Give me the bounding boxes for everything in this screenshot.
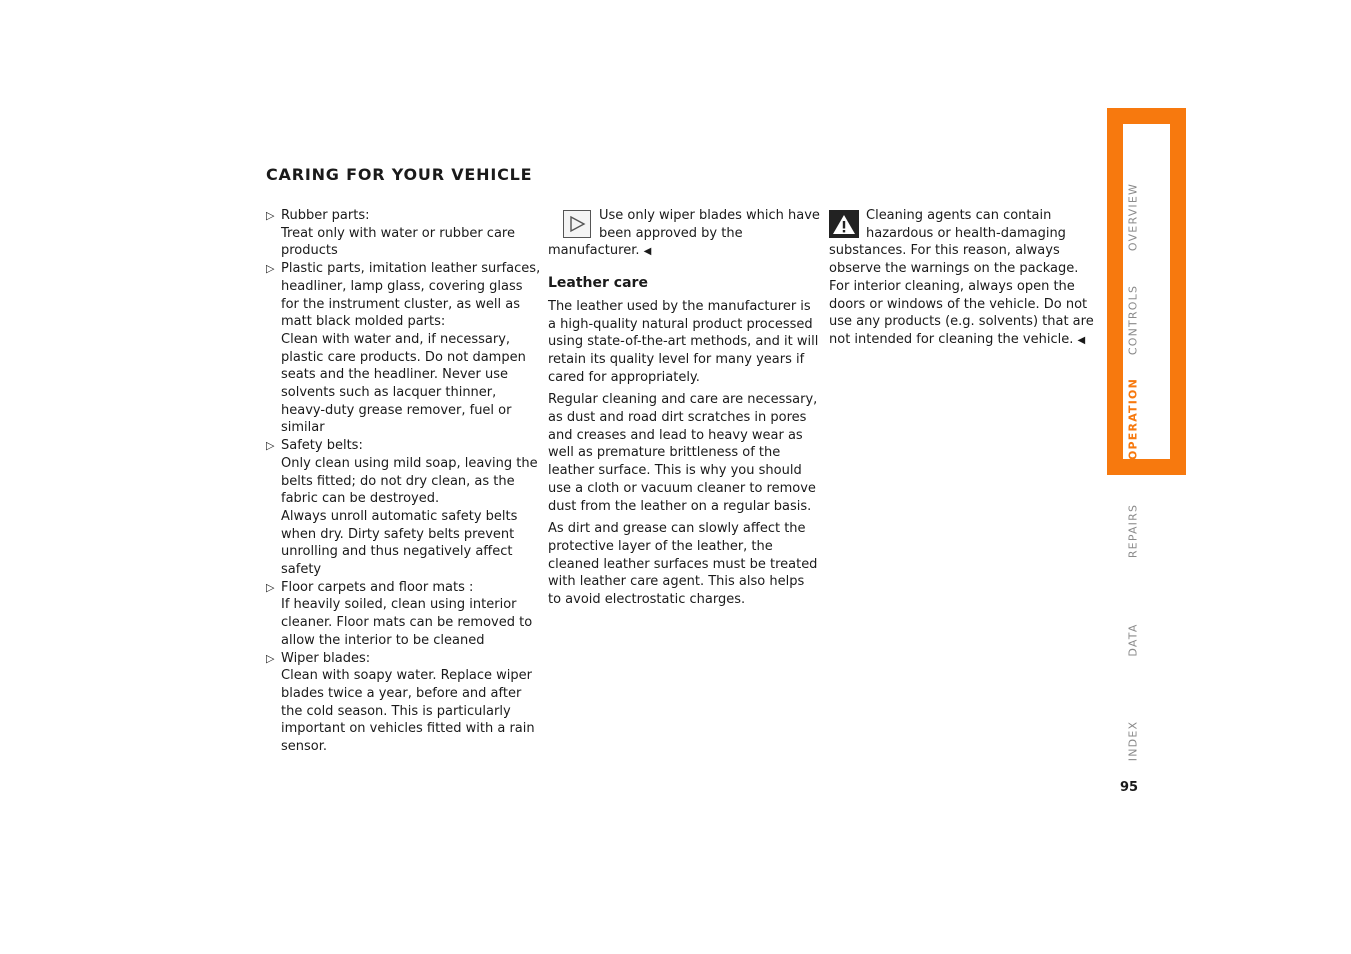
- warning-triangle-icon: [829, 210, 859, 238]
- triangle-bullet-icon: ▷: [266, 262, 275, 276]
- paragraph: The leather used by the manufacturer is a high-quality natural product processed using state-of-the-art methods, and it will retain its quality level for many years if cared for appropriately.: [548, 298, 819, 385]
- note-text: Use only wiper blades which have been approved by the manufacturer.: [548, 208, 820, 259]
- paragraph: Regular cleaning and care are necessary, as dust and road dirt scratches in pores and creases and lead to heavy wear as well as premature brittleness of the leather surface. This is why you should use a cloth or vacuum cleaner to remove dust from the leather on a regular basis.: [548, 392, 818, 514]
- tab-repairs[interactable]: REPAIRS: [1126, 503, 1140, 559]
- tab-index[interactable]: INDEX: [1126, 720, 1140, 762]
- warning-text: Cleaning agents can contain hazardous or health-damaging substances. For this reason, always observe the warnings on the package.: [829, 208, 1079, 277]
- warning-column: [829, 207, 1101, 350]
- item-body: Always unroll automatic safety belts when dry. Dirty safety belts prevent unrolling and thus negatively affect safety: [281, 508, 518, 578]
- list-item: [266, 437, 541, 579]
- section-heading: Leather care: [548, 275, 648, 292]
- item-heading: Floor carpets and floor mats :: [281, 579, 474, 595]
- item-body: Only clean using mild soap, leaving the belts fitted; do not dry clean, as the fabric can be destroyed.: [281, 455, 538, 507]
- triangle-bullet-icon: ▷: [266, 580, 275, 594]
- tab-overview[interactable]: OVERVIEW: [1126, 182, 1140, 252]
- triangle-bullet-icon: ▷: [266, 439, 275, 453]
- item-body: Treat only with water or rubber care products: [281, 225, 515, 259]
- list-item: [266, 579, 541, 650]
- tab-data[interactable]: DATA: [1126, 623, 1140, 657]
- end-mark-icon: ◀: [1077, 334, 1086, 346]
- paragraph: As dirt and grease can slowly affect the protective layer of the leather, the cleaned leather surfaces must be treated with leather care agent. This also helps to avoid electrostatic charges.: [548, 521, 818, 608]
- play-triangle-icon: [563, 210, 591, 238]
- page-number: 95: [1120, 780, 1139, 795]
- item-heading: Plastic parts, imitation leather surfaces, headliner, lamp glass, covering glass for the instrument cluster, as well as matt black molded parts:: [281, 261, 541, 330]
- note-block: [548, 207, 820, 261]
- leather-care-column: [548, 207, 820, 609]
- active-tab-frame: [1107, 108, 1186, 475]
- tab-controls[interactable]: CONTROLS: [1126, 284, 1140, 356]
- item-body: Clean with soapy water. Replace wiper blades twice a year, before and after the cold season. This is particularly important on vehicles fitted with a rain sensor.: [281, 668, 535, 755]
- item-heading: Safety belts:: [281, 438, 363, 454]
- end-mark-icon: ◀: [643, 246, 652, 258]
- care-list: [266, 207, 541, 756]
- triangle-bullet-icon: ▷: [266, 209, 275, 222]
- tab-operation[interactable]: OPERATION: [1126, 377, 1140, 461]
- item-heading: Wiper blades:: [281, 650, 371, 666]
- list-item: [266, 260, 541, 437]
- list-item: [266, 650, 541, 756]
- item-heading: Rubber parts:: [281, 208, 370, 223]
- item-body: Clean with water and, if necessary, plastic care products. Do not dampen seats and the headliner. Never use solvents such as lacquer thinner, heavy-duty grease remover, fuel or similar: [281, 331, 526, 436]
- triangle-bullet-icon: ▷: [266, 651, 275, 665]
- warning-text: For interior cleaning, always open the doors or windows of the vehicle. Do not use any products (e.g. solvents) that are not intended for cleaning the vehicle.: [829, 278, 1094, 347]
- list-item: [266, 207, 541, 260]
- page-title: CARING FOR YOUR VEHICLE: [266, 165, 533, 184]
- item-body: If heavily soiled, clean using interior cleaner. Floor mats can be removed to allow the interior to be cleaned: [281, 597, 533, 648]
